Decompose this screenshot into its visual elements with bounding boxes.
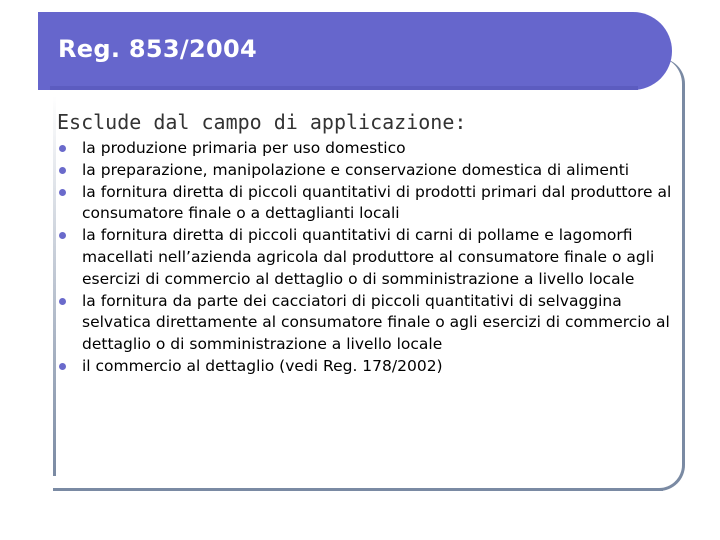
- bullet-item: [57, 182, 672, 226]
- bullet-text: la fornitura diretta di piccoli quantitativi di prodotti primari dal produttore al consumatore finale o a dettaglianti locali: [82, 182, 672, 223]
- bullet-icon: [59, 167, 66, 174]
- bullet-icon: [59, 298, 66, 305]
- title-underline: [56, 93, 638, 96]
- bullet-text: la preparazione, manipolazione e conservazione domestica di alimenti: [82, 160, 630, 179]
- bullet-item: [57, 225, 672, 290]
- section-heading: Esclude dal campo di applicazione:: [57, 110, 467, 134]
- bullet-item: [57, 356, 672, 378]
- bullet-text: la fornitura da parte dei cacciatori di piccoli quantitativi di selvaggina selvatica direttamente al consumatore finale o agli esercizi di commercio al dettaglio o di somministrazione a livello locale: [82, 291, 670, 354]
- slide-frame-left-edge: [53, 96, 56, 476]
- slide-frame-bottom-edge: [53, 488, 663, 491]
- slide-title: Reg. 853/2004: [58, 35, 257, 63]
- bullet-icon: [59, 189, 66, 196]
- bullet-item: [57, 160, 672, 182]
- title-bar-shadow: [50, 86, 638, 90]
- bullet-icon: [59, 363, 66, 370]
- bullet-icon: [59, 145, 66, 152]
- bullet-list: [57, 138, 672, 378]
- bullet-item: [57, 291, 672, 356]
- bullet-text: la fornitura diretta di piccoli quantitativi di carni di pollame e lagomorfi macellati nell’azienda agricola dal produttore al consumatore finale o agli esercizi di commercio al dettaglio o di somministrazione a livello locale: [82, 226, 655, 288]
- bullet-item: [57, 138, 672, 160]
- bullet-text: il commercio al dettaglio (vedi Reg. 178/2002): [82, 356, 443, 375]
- bullet-icon: [59, 232, 66, 239]
- bullet-text: la produzione primaria per uso domestico: [82, 139, 406, 157]
